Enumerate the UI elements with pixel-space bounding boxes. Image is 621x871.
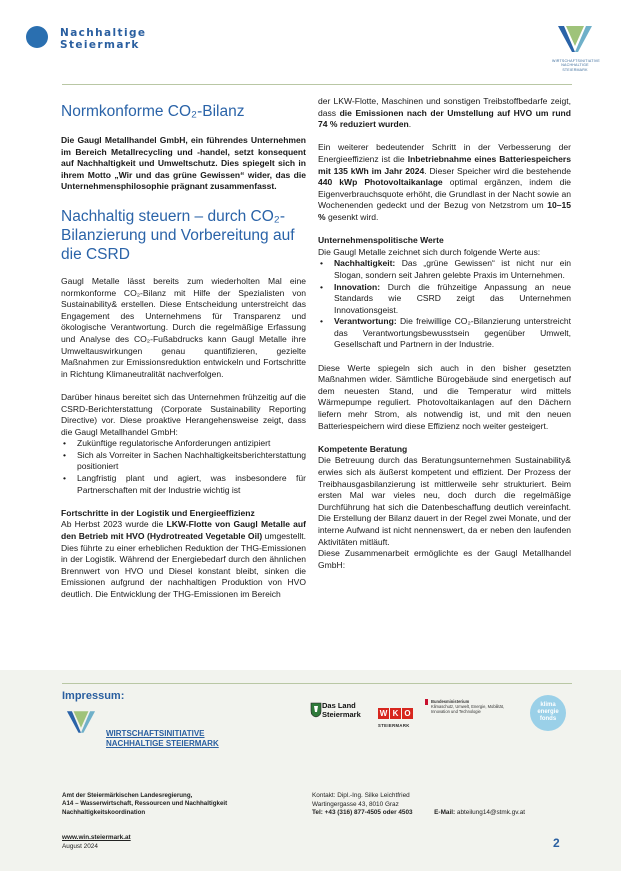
ministry-logo [431, 699, 511, 714]
impressum-title: Impressum: [62, 690, 125, 702]
initiative-v-logo-icon [552, 24, 598, 54]
text-run: umgestellt. Dies führte zu einer erheblichen Reduktion der THG-Emissionen in der Logistik. Während der Energiebedarf durch den ähnlichen Brennwert von HVO und Diesel konstant bleibt, sinken die Emissionen aufgrund der nachhaltigen Produktion von HVO deutlich. Die Entwicklung der THG-Emissionen im Bereich [61, 531, 306, 599]
wko-subtitle: STEIERMARK [378, 723, 410, 728]
paragraph-battery [318, 142, 571, 223]
value-term: Innovation: [334, 281, 381, 292]
header-brand [60, 27, 146, 51]
brand-circle-icon [26, 26, 48, 48]
list-item: • Langfristig plant und agiert, was insbesondere für Partnerschaften mit der Industrie wichtig ist [77, 473, 306, 496]
header-divider [62, 84, 572, 85]
logo-subtitle-1: WIRTSCHAFTSINITIATIVE [552, 59, 600, 63]
wko-logo [378, 703, 414, 728]
footer-divider [62, 683, 572, 684]
klima-line-3: fonds [539, 716, 557, 722]
text-run: gesenkt wird. [325, 211, 379, 222]
footer-date: August 2024 [62, 843, 98, 850]
coat-of-arms-icon [310, 702, 322, 718]
list-item [334, 258, 571, 281]
contact-email-link[interactable]: abteilung14@stmk.gv.at [456, 809, 526, 817]
contact-email-label: E-Mail: [434, 809, 456, 817]
value-text: Durch die frühzeitige Anpassung an neue Standards wie CSRD zeigt das Unternehmen Innovationsgeist. [334, 281, 571, 315]
land-line-2: Steiermark [322, 710, 361, 719]
text-run-bold: Inbetriebnahme eines Batteriespeichers mit 135 kWh im Jahr 2024 [318, 153, 571, 176]
land-line-1: Das Land [322, 701, 356, 710]
org-line-1: Amt der Steiermärkischen Landesregierung, [62, 792, 193, 799]
text-run-bold: 10–15 % [318, 200, 571, 222]
klima-energie-fonds-logo [530, 695, 566, 731]
initiative-v-logo-icon [62, 708, 100, 736]
brand-line-1: Nachhaltige [60, 27, 147, 39]
values-bullet-list [318, 258, 571, 351]
footer-initiative-name [106, 729, 219, 749]
ministry-flag-icon [425, 699, 428, 705]
paragraph-zusammenarbeit: Diese Zusammenarbeit ermöglichte es der Gaugl Metallhandel GmbH: [318, 548, 571, 570]
klima-line-1: klima [540, 702, 556, 708]
contact-name: Kontakt: Dipl.-Ing. Silke Leichtfried [312, 792, 410, 799]
subheading-beratung: Kompetente Beratung [318, 443, 408, 454]
text-run: . [408, 119, 412, 130]
paragraph-logistik [61, 519, 306, 600]
paragraph-csrd: Darüber hinaus bereitet sich das Unternehmen frühzeitig auf die CSRD-Berichterstattung (Corporate Sustainability Reporting Directive) vor. Diese proaktive Herangehensweise zeigt, dass die Gaugl Metallhandel GmbH: [61, 391, 306, 437]
left-column [61, 96, 306, 601]
text-run: Ab Herbst 2023 wurde die [61, 519, 167, 530]
initiative-logo [552, 24, 598, 72]
text-run-bold: LKW-Flotte von Gaugl Metalle auf den Betrieb mit HVO (Hydrotreated Vegetable Oil) [61, 519, 307, 542]
value-text: Das „grüne Gewissen“ ist nicht nur ein Slogan, sondern seit Jahren gelebte Praxis im Unternehmen. [334, 258, 571, 280]
org-line-3: Nachhaltigkeitskoordination [62, 808, 146, 816]
text-run: der LKW-Flotte, Maschinen und sonstigen Treibstoffbedarfe zeigt, dass [318, 96, 571, 118]
subheading-logistik: Fortschritte in der Logistik und Energieeffizienz [61, 507, 255, 518]
text-run-bold: 440 kWp Photovoltaikanlage [318, 177, 443, 188]
paragraph-co2-bilanz: Gaugl Metalle lässt bereits zum wiederholten Mal eine normkonforme CO₂-Bilanz mit Hilfe der Spezialisten von Sustainability& erstellen. Diese Entscheidung unterstreicht das Engagement des Unternehmens für Transparenz und ökologische Verantwortung. Durch die regelmäßige Erfassung und Analyse des CO₂-Fußabdrucks kann Gaugl Metalle ihre Umweltauswirkungen genau quantifizieren, gezielte Maßnahmen zur Emissionsreduktion entwickeln und Fortschritte in Richtung Klimaneutralität nachverfolgen. [61, 275, 306, 379]
text-run: . Dieser Speicher wird die bestehende [424, 165, 571, 176]
csrd-bullet-list [61, 438, 306, 496]
list-item [334, 282, 571, 317]
paragraph-hvo-result [318, 96, 571, 131]
text-run-bold: die Emissionen nach der Umstellung auf HVO um rund 74 % reduziert wurden [318, 107, 571, 130]
wko-letter-o: O [402, 708, 413, 719]
paragraph-massnahmen: Diese Werte spiegeln sich auch in den bisher gesetzten Maßnahmen wider. Sämtliche Bürogebäude sind energetisch auf dem neuesten Stand, und die Temperatur wird mittels Wärmepumpe reguliert. Photovoltaikanlagen auf den Dächern liefern mehr Strom, als notwendig ist, und mit den neuen Batteriespeichern wird diese Effizienz noch weiter gesteigert. [318, 362, 571, 431]
klima-line-2: energie [537, 709, 559, 715]
contact-phone-email-row [312, 809, 525, 818]
right-column [318, 96, 571, 571]
contact-phone: Tel: +43 (316) 877-4505 oder 4503 [312, 809, 413, 817]
contact-address: Wartingergasse 43, 8010 Graz [312, 800, 399, 808]
footer-initiative-logo [62, 708, 100, 741]
initiative-name-line-2: NACHHALTIGE STEIERMARK [106, 739, 219, 748]
subheading-werte: Unternehmenspolitische Werte [318, 235, 444, 246]
value-term: Nachhaltigkeit: [334, 258, 396, 269]
ministry-text: Klimaschutz, Umwelt, Energie, Mobilität, Innovation und Technologie [431, 704, 505, 714]
section-title-nachhaltig-steuern: Nachhaltig steuern – durch CO₂-Bilanzierung und Vorbereitung auf die CSRD [61, 207, 295, 263]
section-title-co2-bilanz: Normkonforme CO₂-Bilanz [61, 103, 245, 120]
footer-organisation [62, 792, 227, 817]
ministry-title: Bundesministerium [431, 699, 470, 704]
value-term: Verantwortung: [334, 316, 397, 327]
initiative-name-line-1: WIRTSCHAFTSINITIATIVE [106, 729, 205, 738]
list-item: • Zukünftige regulatorische Anforderungen antizipiert [77, 438, 306, 450]
logo-subtitle-2: NACHHALTIGE STEIERMARK [561, 63, 589, 72]
org-line-2: A14 – Wasserwirtschaft, Ressourcen und Nachhaltigkeit [62, 800, 228, 808]
lead-paragraph: Die Gaugl Metallhandel GmbH, ein führendes Unternehmen im Bereich Metallrecycling und -handel, setzt konsequent auf Nachhaltigkeit und Umweltschutz. Dies spiegelt sich in ihrem Motto „Wir und das grüne Gewissen“ wider, das die Unternehmensphilosophie prägnant zusammenfasst. [61, 135, 306, 192]
wko-letter-k: K [390, 708, 401, 719]
land-steiermark-text [322, 701, 361, 719]
page-number: 2 [553, 836, 560, 850]
text-run: optimal ergänzen, indem die Eigenverbrauchsquote erhöht, die Grundlast in der Nacht sowie an Wochenenden gedeckt und der Bezug von Netzstrom um [318, 177, 572, 211]
wko-letter-w: W [379, 709, 388, 718]
paragraph-werte-intro: Die Gaugl Metalle zeichnet sich durch folgende Werte aus: [318, 246, 541, 257]
paragraph-beratung: Die Betreuung durch das Beratungsunternehmen Sustainability& erwies sich als äußerst kompetent und effizient. Der Prozess der Treibhausgasbilanzierung ist mittlerweile sehr strukturiert. Beim ersten Mal war vieles neu, doch durch die regelmäßige Durchführung hat sich die Datenbeschaffung deutlich vereinfacht. Die Erstellung der Bilanz dauert in der Regel zwei Monate, und der interne Aufwand ist nicht nennenswert, da er neben den laufenden Aktivitäten mitläuft. [318, 455, 571, 547]
list-item [334, 316, 571, 351]
value-text: Die freiwillige CO₂-Bilanzierung unterstreicht das Verantwortungsbewusstsein gegenüber Umwelt, Gesellschaft und Partnern in der Industrie. [334, 316, 571, 350]
footer-website-link[interactable]: www.win.steiermark.at [62, 834, 131, 841]
footer-contact [312, 792, 525, 818]
text-run: Ein weiterer bedeutender Schritt in der Verbesserung der Energieeffizienz ist die [318, 142, 571, 164]
brand-line-2: Steiermark [60, 39, 140, 51]
list-item: • Sich als Vorreiter in Sachen Nachhaltigkeitsberichterstattung positioniert [77, 450, 306, 473]
